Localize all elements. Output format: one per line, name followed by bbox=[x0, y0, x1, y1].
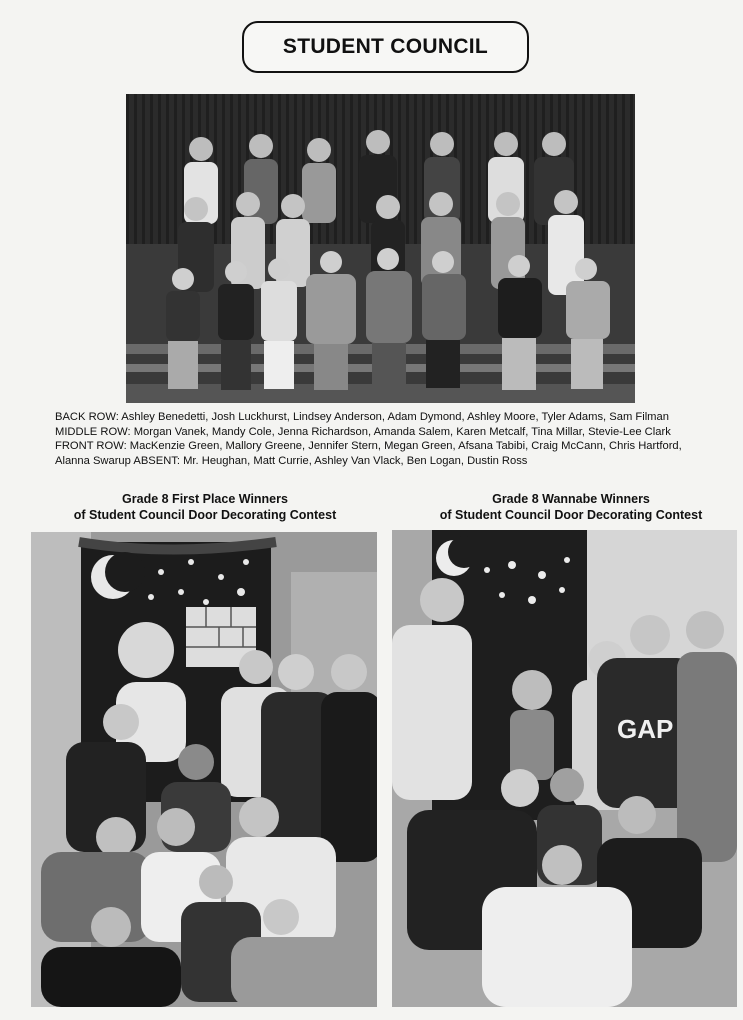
page-title: STUDENT COUNCIL bbox=[242, 21, 529, 73]
wannabe-heading bbox=[395, 491, 743, 523]
first-place-heading-line1: Grade 8 First Place Winners bbox=[122, 492, 288, 506]
student-council-group-photo bbox=[126, 94, 635, 403]
group-photo-caption bbox=[55, 410, 743, 468]
first-place-heading-line2: of Student Council Door Decorating Contest bbox=[73, 508, 337, 522]
caption-middle-row: MIDDLE ROW: Morgan Vanek, Mandy Cole, Jenna Richardson, Amanda Salem, Karen Metcalf, Tina Millar, Stevie-Lee Clark bbox=[55, 425, 671, 438]
gap-shirt-text: GAP bbox=[617, 714, 674, 744]
caption-back-row: BACK ROW: Ashley Benedetti, Josh Luckhurst, Lindsey Anderson, Adam Dymond, Ashley Moore, Tyler Adams, Sam Filman bbox=[55, 411, 669, 423]
first-place-door-photo bbox=[31, 532, 377, 1007]
wannabe-door-photo bbox=[392, 530, 737, 1007]
wannabe-heading-line1: Grade 8 Wannabe Winners bbox=[492, 492, 650, 506]
caption-absent: Alanna Swarup ABSENT: Mr. Heughan, Matt Currie, Ashley Van Vlack, Ben Logan, Dustin Ross bbox=[55, 454, 528, 467]
wannabe-heading-line2: of Student Council Door Decorating Contest bbox=[439, 508, 703, 522]
caption-front-row: FRONT ROW: MacKenzie Green, Mallory Greene, Jennifer Stern, Megan Green, Afsana Tabibi, Craig McCann, Chris Hartford, bbox=[55, 440, 682, 452]
first-place-heading bbox=[32, 491, 378, 523]
